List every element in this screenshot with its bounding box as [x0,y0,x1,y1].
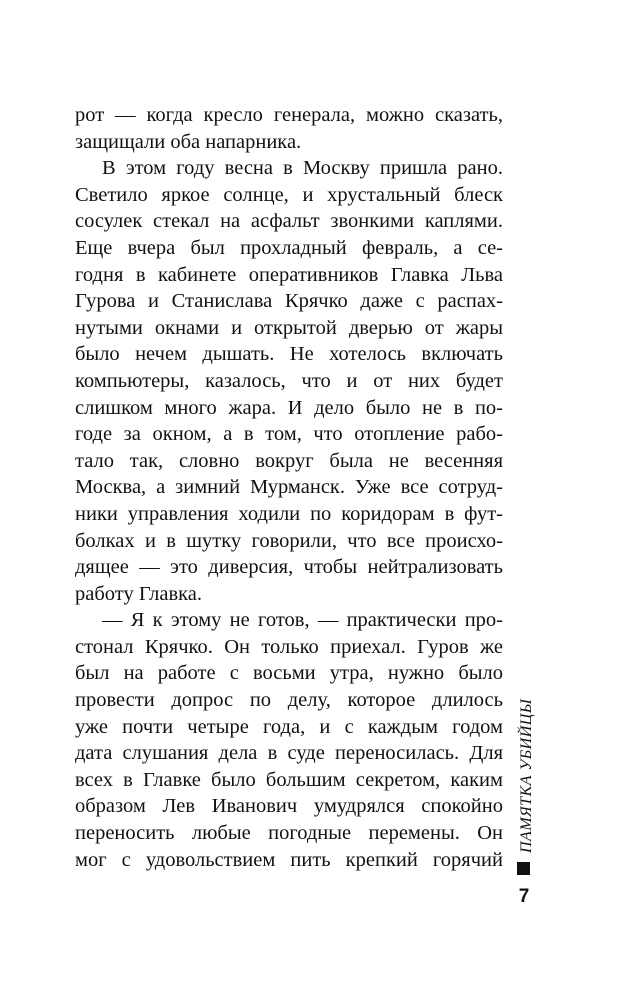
text-line: Светило яркое солнце, и хрустальный блеск [75,183,503,206]
text-line: переносить любые погодные перемены. Он [75,822,503,845]
text-line: образом Лев Иванович умудрялся спокойно [75,795,503,818]
paragraph-3 [75,607,503,873]
text-line: дата слушания дела в суде переносилась. Для [75,742,503,765]
paragraph-2 [75,155,503,607]
text-line: уже почти четыре года, и с каждым годом [75,715,503,738]
text-line: годня в кабинете оперативников Главка Льва [75,263,503,286]
text-line: стонал Крячко. Он только приехал. Гуров же [75,635,503,658]
text-line: Еще вчера был прохладный февраль, а се- [75,236,503,259]
text-line: ники управления ходили по коридорам в фут- [75,502,503,525]
text-line: рот — когда кресло генерала, можно сказать, [75,104,503,126]
text-line: — Я к этому не готов, — практически про- [102,609,503,632]
text-line: мог с удовольствием пить крепкий горячий [75,848,503,871]
text-line: годе за окном, а в том, что отопление рабо- [75,423,503,446]
text-line: провести допрос по делу, которое длилось [75,689,503,712]
text-line: нутыми окнами и открытой дверью от жары [75,316,503,339]
text-line: тало так, словно вокруг была не весенняя [75,449,503,472]
text-line: работу Главка. [75,582,203,605]
text-line: защищали оба напарника. [75,130,302,153]
text-line: Гурова и Станислава Крячко даже с распах- [75,290,503,313]
square-marker-icon [517,862,530,875]
page-number: 7 [518,886,530,907]
text-line: дящее — это диверсия, чтобы нейтрализовать [75,556,503,579]
body-text [75,102,503,873]
text-line: всех в Главке было большим секретом, каким [75,768,503,791]
text-line: слишком много жара. И дело было не в по- [75,396,503,419]
running-head: ПАМЯТКА УБИЙЦЫ [518,698,535,853]
paragraph-1 [75,102,503,155]
text-line: Москва, а зимний Мурманск. Уже все сотруд- [75,476,503,499]
text-line: В этом году весна в Москву пришла рано. [102,157,503,180]
text-line: болках и в шутку говорили, что все происхо- [75,529,503,552]
text-line: был на работе с восьми утра, нужно было [75,662,503,685]
text-line: сосулек стекал на асфальт звонкими каплями. [75,210,503,233]
text-line: компьютеры, казалось, что и от них будет [75,369,503,392]
text-line: было нечем дышать. Не хотелось включать [75,343,503,366]
